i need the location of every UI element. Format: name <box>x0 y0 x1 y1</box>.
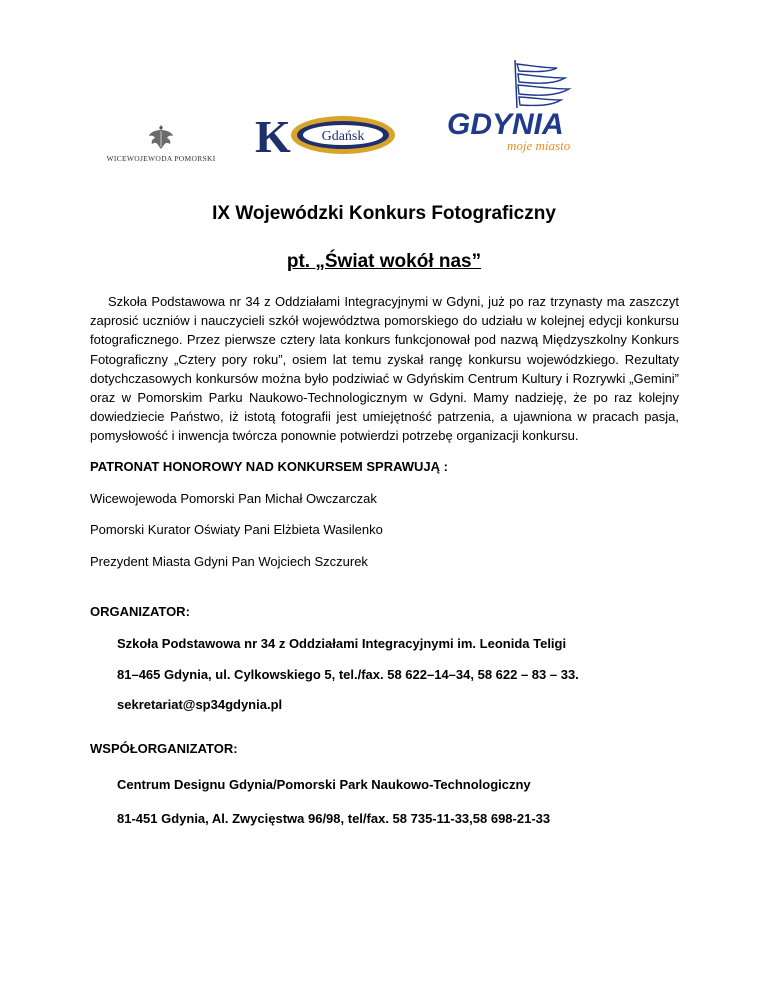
gdynia-logo <box>445 58 585 163</box>
organizator-name: Szkoła Podstawowa nr 34 z Oddziałami Integracyjnymi im. Leonida Teligi <box>117 636 567 651</box>
document-title: IX Wojewódzki Konkurs Fotograficzny <box>212 203 556 224</box>
wicewojewoda-caption: WICEWOJEWODA POMORSKI <box>106 154 216 163</box>
intro-paragraph: Szkoła Podstawowa nr 34 z Oddziałami Integracyjnymi w Gdyni, już po raz trzynasty ma zaszczyt zaprosić uczniów i nauczycieli szkół województwa pomorskiego do udziału w kolejnej edycji konkursu fotograficznego. Przez pierwsze cztery lata konkurs funkcjonował pod nazwą Międzyszkolny Konkurs Fotograficzny „Cztery pory roku”, osiem lat temu zyskał rangę konkursu wojewódzkiego. Rezultaty dotychczasowych konkursów można było podziwiać w Gdyńskim Centrum Kultury i Rozrywki „Gemini” oraz w Pomorskim Parku Naukowo-Technologicznym w Gdyni. Mamy nadzieję, że po raz kolejny dowiedziecie Państwo, iż istotą fotografii jest umiejętność patrzenia, a ujawniona w pracach pasja, pomysłowość i inwencja twórcza ponownie potwierdzi potrzebę organizacji konkursu. <box>90 294 679 444</box>
patron-item: Pomorski Kurator Oświaty Pani Elżbieta Wasilenko <box>90 522 383 537</box>
patron-item: Wicewojewoda Pomorski Pan Michał Owczarczak <box>90 491 377 506</box>
wicewojewoda-logo <box>96 122 226 163</box>
gdynia-name-text: GDYNIA <box>447 108 564 141</box>
organizator-heading: ORGANIZATOR: <box>90 604 190 619</box>
wspolorganizator-name: Centrum Designu Gdynia/Pomorski Park Naukowo-Technologiczny <box>117 777 531 792</box>
patronat-heading: PATRONAT HONOROWY NAD KONKURSEM SPRAWUJĄ : <box>90 459 448 474</box>
ko-city-text: Gdańsk <box>321 129 365 144</box>
gdynia-tagline-text: moje miasto <box>507 138 571 153</box>
organizator-email: sekretariat@sp34gdynia.pl <box>117 697 283 712</box>
wspolorganizator-heading: WSPÓŁORGANIZATOR: <box>90 741 238 756</box>
organizator-address: 81–465 Gdynia, ul. Cylkowskiego 5, tel./fax. 58 622–14–34, 58 622 – 83 – 33. <box>117 667 579 682</box>
eagle-emblem-icon <box>146 122 176 152</box>
ko-gdansk-logo <box>253 110 403 165</box>
wspolorganizator-address: 81-451 Gdynia, Al. Zwycięstwa 96/98, tel/fax. 58 735-11-33,58 698-21-33 <box>117 811 551 826</box>
patron-item: Prezydent Miasta Gdyni Pan Wojciech Szczurek <box>90 554 368 569</box>
document-subtitle: pt. „Świat wokół nas” <box>286 251 482 272</box>
svg-text:K: K <box>255 111 291 160</box>
